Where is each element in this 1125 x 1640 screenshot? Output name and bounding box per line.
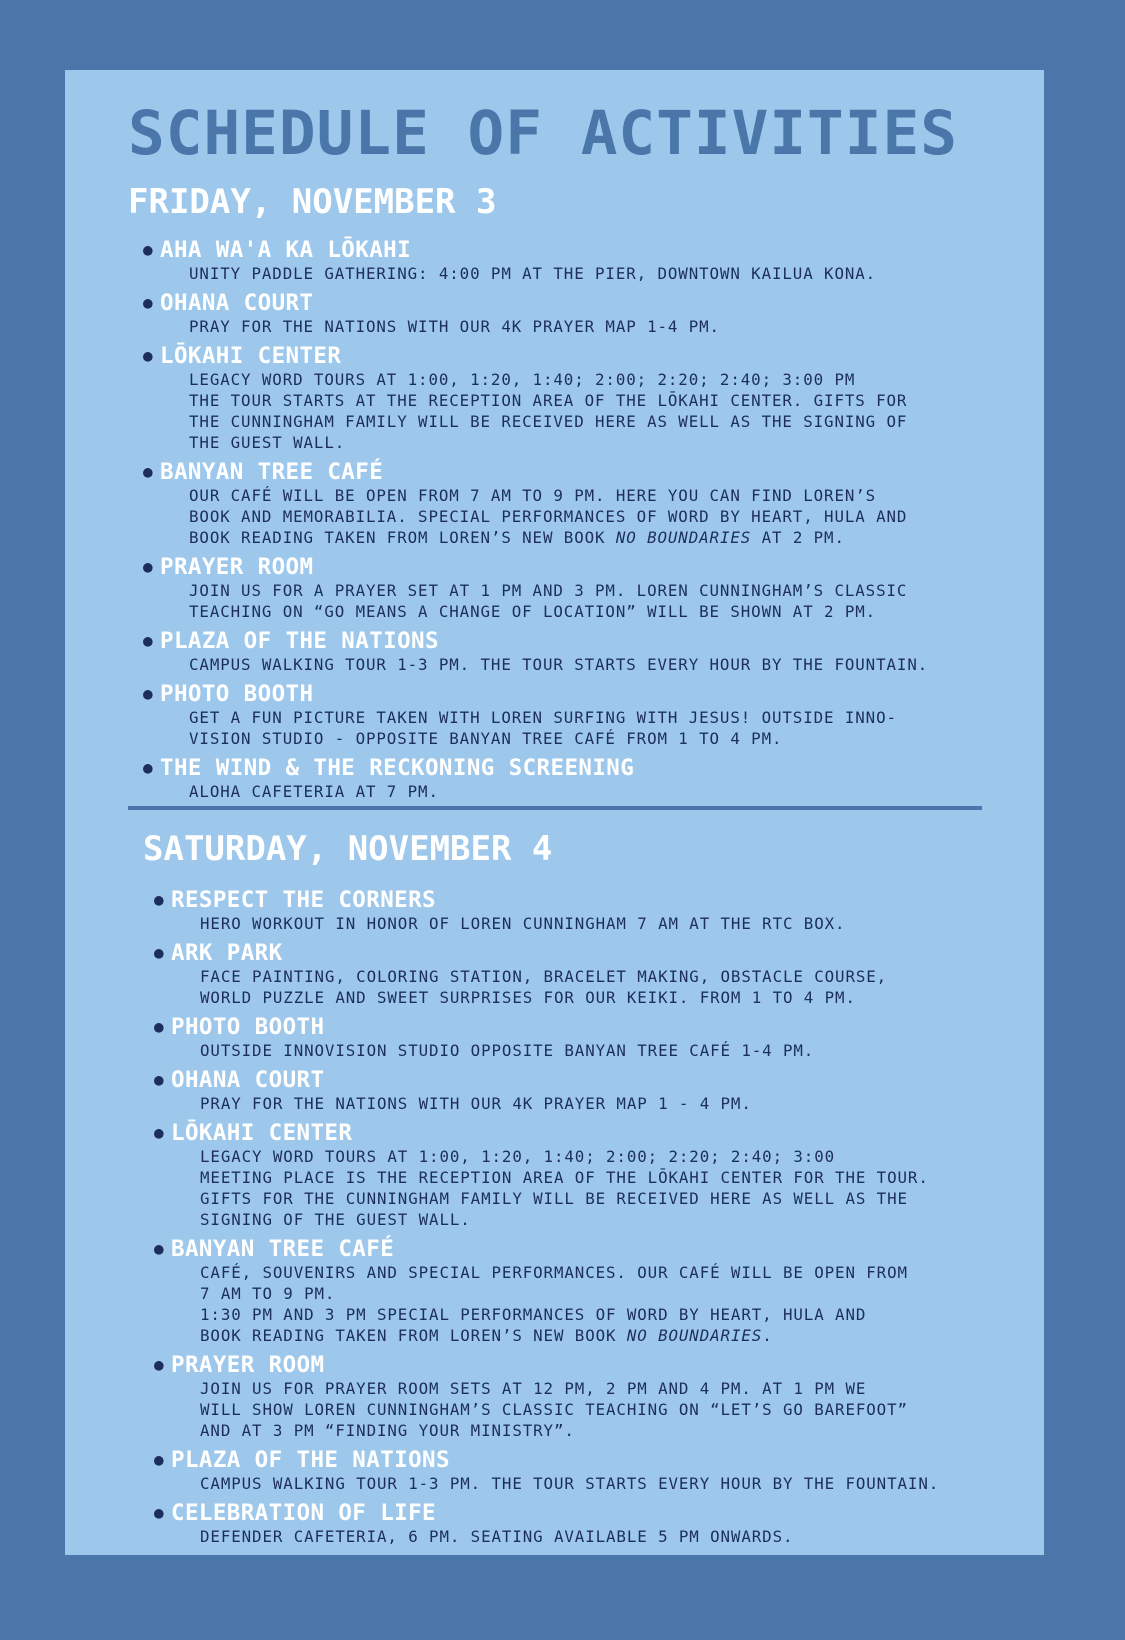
activity-item [154,1447,939,1494]
activity-description: DEFENDER CAFETERIA, 6 PM. SEATING AVAILABLE 5 PM ONWARDS. [200,1527,794,1546]
activity-title: PRAYER ROOM [160,554,314,580]
activity-description: HERO WORKOUT IN HONOR OF LOREN CUNNINGHAM 7 AM AT THE RTC BOX. [200,914,846,933]
bullet-icon: ● [154,1017,164,1036]
bullet-icon: ● [143,346,153,365]
activity-item [154,1120,939,1230]
activity-item [154,1352,939,1441]
activity-description: GET A FUN PICTURE TAKEN WITH LOREN SURFING WITH JESUS! OUTSIDE INNO- VISION STUDIO - OPPOSITE BANYAN TREE CAFÉ FROM 1 TO 4 PM. [189,708,897,748]
section-divider [128,806,982,810]
activity-title: OHANA COURT [171,1067,325,1093]
activity-item [143,628,928,675]
activity-item [154,887,939,934]
activity-item [143,459,928,548]
bullet-icon: ● [154,1070,164,1089]
saturday-heading: SATURDAY, NOVEMBER 4 [143,829,553,869]
activity-item [143,290,928,337]
activity-title: ARK PARK [171,940,283,966]
activity-item [154,1067,939,1114]
bullet-icon: ● [154,1239,164,1258]
activity-item [143,681,928,749]
description-text: CAFÉ, SOUVENIRS AND SPECIAL PERFORMANCES. OUR CAFÉ WILL BE OPEN FROM 7 AM TO 9 PM. 1:30 PM AND 3 PM SPECIAL PERFORMANCES OF WORD BY HEART, HULA AND BOOK READING TAKEN FROM LOREN’S NEW BOOK [200,1263,908,1345]
description-text: AT 2 PM. [751,528,845,547]
activity-description: UNITY PADDLE GATHERING: 4:00 PM AT THE PIER, DOWNTOWN KAILUA KONA. [189,264,877,283]
bullet-icon: ● [143,240,153,259]
bullet-icon: ● [154,1355,164,1374]
saturday-activity-list [154,887,939,1553]
activity-description: FACE PAINTING, COLORING STATION, BRACELET MAKING, OBSTACLE COURSE, WORLD PUZZLE AND SWEET SURPRISES FOR OUR KEIKI. FROM 1 TO 4 PM. [200,967,888,1007]
activity-title: LŌKAHI CENTER [160,343,342,369]
activity-description [189,485,928,548]
activity-item [154,1500,939,1547]
bullet-icon: ● [154,1503,164,1522]
bullet-icon: ● [143,462,153,481]
activity-description: LEGACY WORD TOURS AT 1:00, 1:20, 1:40; 2:00; 2:20; 2:40; 3:00 MEETING PLACE IS THE RECEPTION AREA OF THE LŌKAHI CENTER FOR THE TOUR. GIFTS FOR THE CUNNINGHAM FAMILY WILL BE RECEIVED HERE AS WELL AS THE SIGNING OF THE GUEST WALL. [200,1147,929,1229]
activity-description: CAMPUS WALKING TOUR 1-3 PM. THE TOUR STARTS EVERY HOUR BY THE FOUNTAIN. [200,1474,940,1493]
activity-description: JOIN US FOR PRAYER ROOM SETS AT 12 PM, 2 PM AND 4 PM. AT 1 PM WE WILL SHOW LOREN CUNNINGHAM’S CLASSIC TEACHING ON “LET’S GO BAREFOOT” AND AT 3 PM “FINDING YOUR MINISTRY”. [200,1379,908,1440]
activity-item [143,755,928,802]
activity-title: PLAZA OF THE NATIONS [171,1447,450,1473]
activity-title: PHOTO BOOTH [160,681,314,707]
activity-title: LŌKAHI CENTER [171,1120,353,1146]
book-title: NO BOUNDARIES [626,1326,763,1345]
bullet-icon: ● [154,1123,164,1142]
activity-title: AHA WA'A KA LŌKAHI [160,237,412,263]
book-title: NO BOUNDARIES [615,528,752,547]
activity-description [200,1262,939,1346]
bullet-icon: ● [154,1450,164,1469]
bullet-icon: ● [143,293,153,312]
bullet-icon: ● [143,631,153,650]
activity-item [154,940,939,1008]
activity-description: OUTSIDE INNOVISION STUDIO OPPOSITE BANYAN TREE CAFÉ 1-4 PM. [200,1041,815,1060]
bullet-icon: ● [143,758,153,777]
activity-title: THE WIND & THE RECKONING SCREENING [160,755,635,781]
activity-title: BANYAN TREE CAFÉ [171,1236,395,1262]
activity-item [143,343,928,453]
activity-title: CELEBRATION OF LIFE [171,1500,436,1526]
bullet-icon: ● [143,684,153,703]
activity-description: JOIN US FOR A PRAYER SET AT 1 PM AND 3 PM. LOREN CUNNINGHAM’S CLASSIC TEACHING ON “GO MEANS A CHANGE OF LOCATION” WILL BE SHOWN AT 2 PM. [189,581,908,621]
activity-description: CAMPUS WALKING TOUR 1-3 PM. THE TOUR STARTS EVERY HOUR BY THE FOUNTAIN. [189,655,929,674]
activity-item [143,554,928,622]
activity-title: BANYAN TREE CAFÉ [160,459,384,485]
activity-description: PRAY FOR THE NATIONS WITH OUR 4K PRAYER MAP 1-4 PM. [189,317,720,336]
description-text: . [762,1326,773,1345]
activity-title: PLAZA OF THE NATIONS [160,628,439,654]
bullet-icon: ● [154,890,164,909]
activity-item [154,1236,939,1346]
bullet-icon: ● [154,943,164,962]
activity-description: ALOHA CAFETERIA AT 7 PM. [189,782,439,801]
page-title: SCHEDULE OF ACTIVITIES [128,98,958,169]
activity-item [154,1014,939,1061]
friday-heading: FRIDAY, NOVEMBER 3 [128,182,497,222]
activity-title: PRAYER ROOM [171,1352,325,1378]
friday-activity-list [143,237,928,808]
schedule-panel [65,70,1044,1555]
description-text: OUR CAFÉ WILL BE OPEN FROM 7 AM TO 9 PM. HERE YOU CAN FIND LOREN’S BOOK AND MEMORABILIA. SPECIAL PERFORMANCES OF WORD BY HEART, HULA AND BOOK READING TAKEN FROM LOREN’S NEW BOOK [189,486,908,547]
bullet-icon: ● [143,557,153,576]
activity-description: LEGACY WORD TOURS AT 1:00, 1:20, 1:40; 2:00; 2:20; 2:40; 3:00 PM THE TOUR STARTS AT THE RECEPTION AREA OF THE LŌKAHI CENTER. GIFTS FOR THE CUNNINGHAM FAMILY WILL BE RECEIVED HERE AS WELL AS THE SIGNING OF THE GUEST WALL. [189,370,908,452]
activity-title: RESPECT THE CORNERS [171,887,436,913]
activity-description: PRAY FOR THE NATIONS WITH OUR 4K PRAYER MAP 1 - 4 PM. [200,1094,752,1113]
activity-title: OHANA COURT [160,290,314,316]
activity-item [143,237,928,284]
activity-title: PHOTO BOOTH [171,1014,325,1040]
